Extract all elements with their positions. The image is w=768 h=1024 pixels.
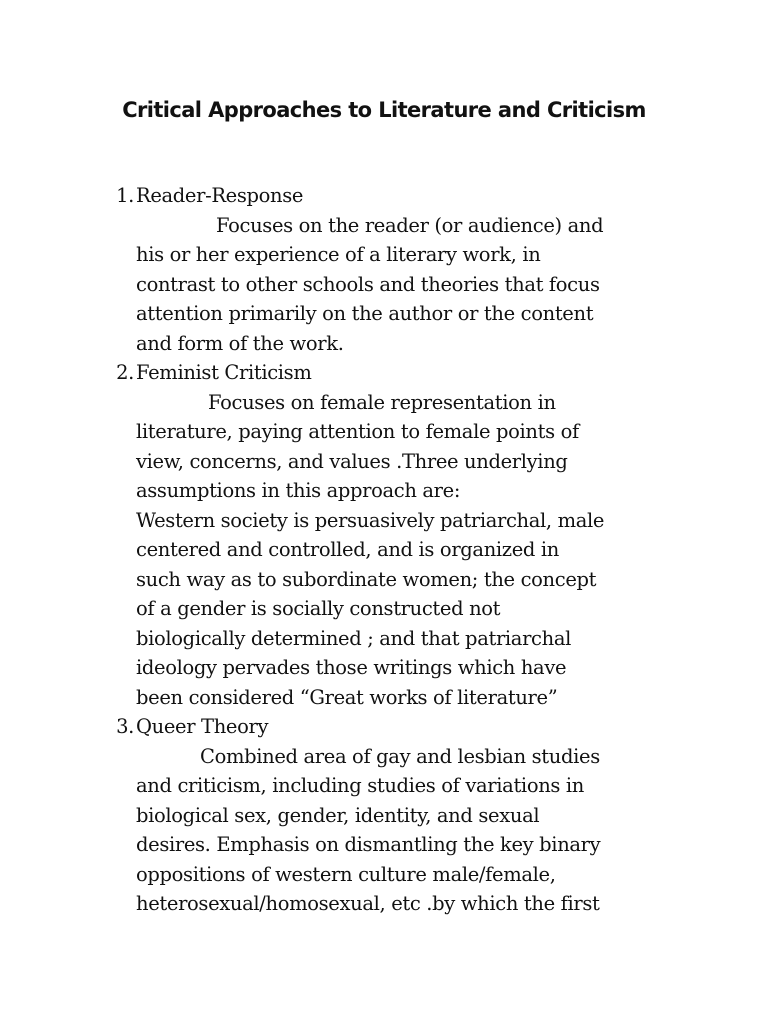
paragraph-line: such way as to subordinate women; the concept	[136, 567, 597, 591]
list-item-reader-response	[100, 181, 700, 358]
paragraph-line: his or her experience of a literary work, in	[136, 243, 541, 266]
paragraph-line: heterosexual/homosexual, etc .by which the first	[136, 892, 600, 915]
paragraph-line: Focuses on the reader (or audience) and	[216, 213, 604, 237]
paragraph-line: been considered “Great works of literature”	[136, 685, 558, 709]
list-number: 1.	[116, 184, 134, 207]
paragraph-line: attention primarily on the author or the content	[136, 302, 594, 325]
list-number: 2.	[116, 361, 134, 384]
paragraph-line: oppositions of western culture male/female,	[136, 862, 556, 886]
item-heading: Feminist Criticism	[136, 361, 312, 384]
list-item-feminist-criticism	[100, 358, 700, 712]
item-heading: Queer Theory	[136, 715, 269, 738]
paragraph-line: and form of the work.	[136, 331, 344, 355]
paragraph-line: biological sex, gender, identity, and sexual	[136, 803, 540, 827]
paragraph-line: desires. Emphasis on dismantling the key binary	[136, 833, 601, 856]
paragraph-line: Western society is persuasively patriarchal, male	[136, 508, 605, 532]
paragraph-line: of a gender is socially constructed not	[136, 597, 501, 620]
item-heading: Reader-Response	[136, 184, 304, 207]
paragraph-line: literature, paying attention to female points of	[136, 420, 579, 443]
list-item-queer-theory	[100, 712, 700, 919]
approaches-list	[100, 181, 700, 919]
paragraph-line: ideology pervades those writings which have	[136, 656, 567, 679]
paragraph-line: Focuses on female representation in	[208, 390, 556, 414]
paragraph-line: Combined area of gay and lesbian studies	[200, 744, 600, 768]
paragraph-line: assumptions in this approach are:	[136, 479, 461, 502]
paragraph-line: and criticism, including studies of variations in	[136, 774, 585, 797]
paragraph-line: centered and controlled, and is organized in	[136, 538, 559, 561]
paragraph-line: view, concerns, and values .Three underlying	[136, 449, 568, 473]
document-title: Critical Approaches to Literature and Criticism	[122, 98, 646, 122]
paragraph-line: biologically determined ; and that patriarchal	[136, 626, 571, 650]
paragraph-line: contrast to other schools and theories that focus	[136, 272, 600, 296]
list-number: 3.	[116, 715, 134, 738]
